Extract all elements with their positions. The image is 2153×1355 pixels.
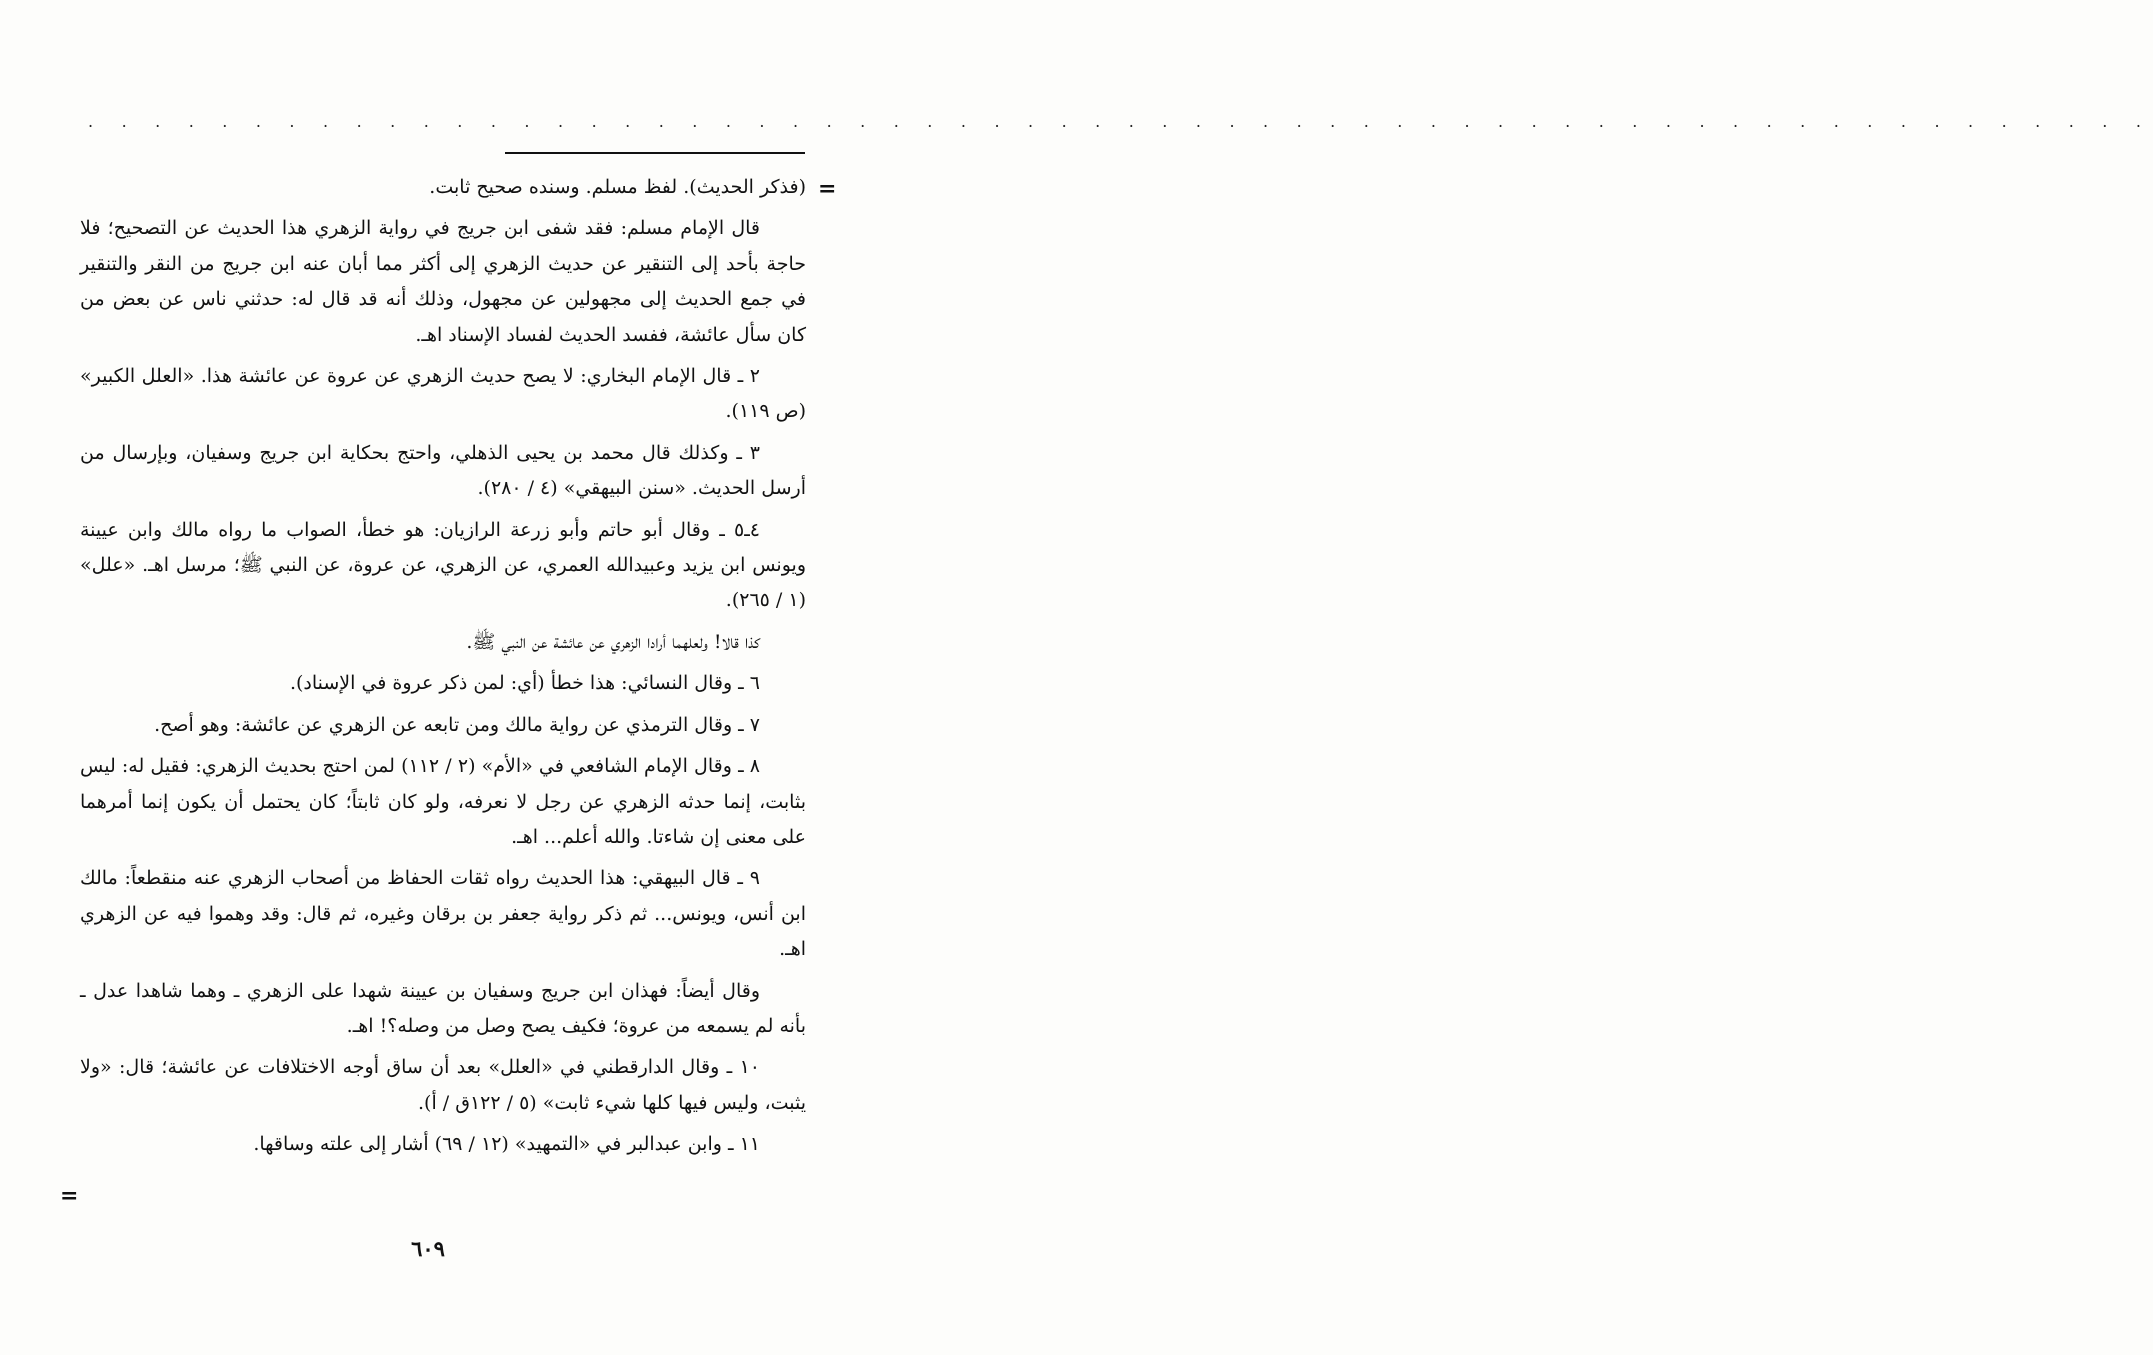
footnote-rule [505,152,805,154]
paragraph-12: ١٠ ـ وقال الدارقطني في «العلل» بعد أن ساق أوجه الاختلافات عن عائشة؛ قال: «ولا يثبت، وليس فيها كلها شيء ثابت» (٥ / ١٢٢ق / أ). [80,1056,806,1114]
paragraph-3: ٢ ـ قال الإمام البخاري: لا يصح حديث الزهري عن عروة عن عائشة هذا. «العلل الكبير» (ص ١١٩). [80,365,806,423]
paragraph-7: ٦ ـ وقال النسائي: هذا خطأ (أي: لمن ذكر عروة في الإسناد). [289,672,760,695]
continuation-mark-top: = [818,176,837,202]
paragraph-8: ٧ ـ وقال الترمذي عن رواية مالك ومن تابعه عن الزهري عن عائشة: وهو أصح. [154,713,760,736]
paragraph-11: وقال أيضاً: فهذان ابن جريج وسفيان بن عيينة شهدا على الزهري ـ وهما شاهدا عدل ـ بأنه لم يسمعه من عروة؛ فكيف يصح وصل من وصله؟! اهـ. [80,979,806,1037]
paragraph-13: ١١ ـ وابن عبدالبر في «التمهيد» (١٢ / ٦٩) أشار إلى علته وساقها. [253,1133,760,1156]
footnote-text [80,170,806,1169]
paragraph-10: ٩ ـ قال البيهقي: هذا الحديث رواه ثقات الحفاظ من أصحاب الزهري عنه منقطعاً: مالك ابن أنس، ويونس... ثم ذكر رواية جعفر بن برقان وغيره، ثم قال: وقد وهموا فيه عن الزهري اهـ. [80,867,806,961]
paragraph-5: ٤ـ٥ ـ وقال أبو حاتم وأبو زرعة الرازيان: هو خطأ، الصواب ما رواه مالك وابن عيينة ويونس ابن يزيد وعبيدالله العمري، عن الزهري، عن عروة، عن النبي ﷺ؛ مرسل اهـ. «علل» (١ / ٢٦٥). [80,518,806,612]
page-number: ٦٠٩ [411,1236,445,1261]
separator-dots: . . . . . . . . . . . . . . . . . . . . . . . . . . . . . . . . . . . . . . . . . . . . . . . . . . . . . . . . . . . . . . [88,112,2153,131]
continuation-mark-bottom: = [60,1183,79,1209]
paragraph-6: كذا قالا! ولعلهما أرادا الزهري عن عائشة عن النبي ﷺ. [466,630,760,653]
paragraph-2: قال الإمام مسلم: فقد شفى ابن جريج في رواية الزهري هذا الحديث عن التصحيح؛ فلا حاجة بأحد إلى التنقير عن حديث الزهري إلى أكثر مما أبان عنه ابن جريج من النقر والتنقير في جمع الحديث إلى مجهولين عن مجهول، وذلك أنه قد قال له: حدثني ناس عن بعض من كان سأل عائشة، ففسد الحديث لفساد الإسناد اهـ. [80,217,806,346]
paragraph-1: (فذكر الحديث). لفظ مسلم. وسنده صحيح ثابت. [429,176,806,198]
paragraph-4: ٣ ـ وكذلك قال محمد بن يحيى الذهلي، واحتج بحكاية ابن جريج وسفيان، وبإرسال من أرسل الحديث. «سنن البيهقي» (٤ / ٢٨٠). [80,441,806,500]
paragraph-9: ٨ ـ وقال الإمام الشافعي في «الأم» (٢ / ١١٢) لمن احتج بحديث الزهري: فقيل له: ليس بثابت، إنما حدثه الزهري عن رجل لا نعرفه، ولو كان ثابتاً؛ كان يحتمل أن يكون إنما أمرهما على معنى إن شاءتا. والله أعلم... اهـ. [80,755,806,848]
